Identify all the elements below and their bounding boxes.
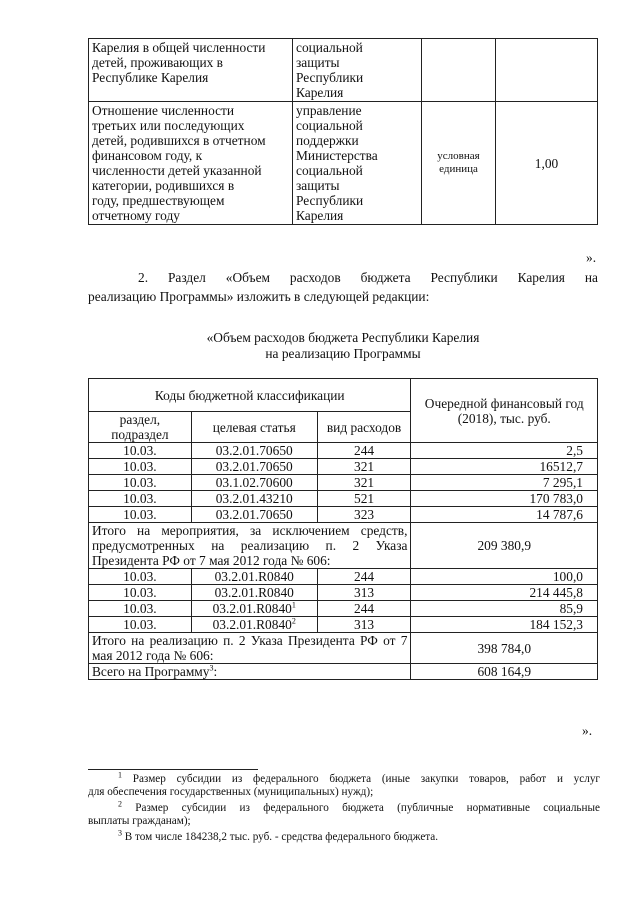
responsible-body-line: Министерства <box>296 148 378 163</box>
header-codes: Коды бюджетной классификации <box>89 379 411 412</box>
indicator-name-line: Отношение численности <box>92 103 235 118</box>
unit-of-measure <box>422 102 496 225</box>
cell-type: 313 <box>317 585 411 601</box>
cell-section: 10.03. <box>89 601 192 617</box>
cell-article: 03.1.02.70600 <box>191 475 317 491</box>
table-row <box>89 601 598 617</box>
responsible-body-line: поддержки <box>296 133 359 148</box>
responsible-body-line: управление <box>296 103 362 118</box>
indicator-name-line: детей, проживающих в <box>92 55 223 70</box>
cell-section: 10.03. <box>89 459 192 475</box>
indicator-name-line: численности детей указанной <box>92 163 262 178</box>
table-row <box>89 491 598 507</box>
indicator-name <box>89 102 293 225</box>
cell-amount: 170 783,0 <box>411 491 598 507</box>
section-title <box>88 330 598 362</box>
cell-article: 03.2.01.43210 <box>191 491 317 507</box>
budget-table-body <box>89 443 598 680</box>
cell-section: 10.03. <box>89 443 192 459</box>
cell-type: 244 <box>317 443 411 459</box>
budget-table <box>88 378 598 680</box>
table-row <box>89 585 598 601</box>
footnote-mark: 2 <box>118 799 122 809</box>
total-row-amount: 608 164,9 <box>411 664 598 680</box>
indicators-table <box>88 38 598 225</box>
paragraph-line-2: реализацию Программы» изложить в следующей редакции: <box>88 289 430 304</box>
indicator-name <box>89 39 293 102</box>
cell-article: 03.2.01.70650 <box>191 459 317 475</box>
header-amount: Очередной финансовый год (2018), тыс. руб. <box>411 379 598 443</box>
cell-section: 10.03. <box>89 475 192 491</box>
section-title-line-1: «Объем расходов бюджета Республики Карелия <box>206 330 480 345</box>
table-row <box>89 617 598 633</box>
footnotes <box>88 770 600 847</box>
cell-section: 10.03. <box>89 617 192 633</box>
budget-header-row <box>89 379 598 412</box>
footnote-line-2: для обеспечения государственных (муниципальных) нужд); <box>88 786 374 798</box>
cell-article: 03.2.01.R0840 <box>191 585 317 601</box>
indicators-table-body <box>89 39 598 225</box>
subtotal-row-label: Итого на мероприятия, за исключением средств, предусмотренных на реализацию п. 2 Указа Президента РФ от 7 мая 2012 года № 606: <box>89 523 411 569</box>
responsible-body <box>293 102 422 225</box>
table-row <box>89 475 598 491</box>
cell-section: 10.03. <box>89 569 192 585</box>
table-row <box>89 443 598 459</box>
closing-quote: ». <box>586 250 597 265</box>
cell-type: 244 <box>317 569 411 585</box>
footnote-rule <box>88 769 258 770</box>
cell-type: 244 <box>317 601 411 617</box>
cell-amount: 100,0 <box>411 569 598 585</box>
cell-amount: 14 787,6 <box>411 507 598 523</box>
cell-type: 313 <box>317 617 411 633</box>
footnote-mark: 1 <box>118 770 122 780</box>
unit-of-measure <box>422 39 496 102</box>
responsible-body-line: Республики <box>296 70 364 85</box>
subheader-type: вид расходов <box>317 412 411 443</box>
responsible-body <box>293 39 422 102</box>
table-row <box>89 569 598 585</box>
responsible-body-line: социальной <box>296 163 363 178</box>
cell-amount: 2,5 <box>411 443 598 459</box>
responsible-body-line: социальной <box>296 40 363 55</box>
cell-type: 321 <box>317 475 411 491</box>
cell-type: 321 <box>317 459 411 475</box>
indicator-name-line: Республике Карелия <box>92 70 209 85</box>
responsible-body-line: защиты <box>296 55 340 70</box>
footnote-mark: 3 <box>209 663 214 673</box>
indicator-name-line: детей, родившихся в отчетном <box>92 133 266 148</box>
indicator-name-line: году, предшествующем <box>92 193 225 208</box>
unit-of-measure-line: условная <box>437 150 480 162</box>
responsible-body-line: Республики <box>296 193 364 208</box>
footnote-mark: 2 <box>291 616 296 626</box>
indicator-name-line: третьих или последующих <box>92 118 245 133</box>
cell-amount: 7 295,1 <box>411 475 598 491</box>
subheader-section: раздел, подраздел <box>89 412 192 443</box>
cell-section: 10.03. <box>89 585 192 601</box>
footnote <box>88 799 600 828</box>
cell-type: 521 <box>317 491 411 507</box>
subtotal-row-amount: 209 380,9 <box>411 523 598 569</box>
total-row-label: Всего на Программу$^3$: <box>89 664 411 680</box>
cell-article: 03.2.01.R0840$^2$ <box>191 617 317 633</box>
indicator-name-line: Карелия в общей численности <box>92 40 266 55</box>
indicator-name-line: категории, родившихся в <box>92 178 235 193</box>
footnote <box>88 828 600 844</box>
unit-of-measure-line: единица <box>439 163 478 175</box>
cell-amount: 214 445,8 <box>411 585 598 601</box>
indicator-value <box>496 39 598 102</box>
footnote-line-1: $^1$ Размер субсидии из федерального бюджета (иные закупки товаров, работ и услуг <box>118 770 600 785</box>
cell-amount: 184 152,3 <box>411 617 598 633</box>
closing-quote-2: ». <box>582 723 593 738</box>
indicator-name-line: отчетному году <box>92 208 180 223</box>
amendment-paragraph <box>88 268 598 306</box>
subtotal-row <box>89 523 598 569</box>
cell-section: 10.03. <box>89 491 192 507</box>
footnote-line-2: выплаты гражданам); <box>88 815 191 827</box>
footnote-line-1: $^3$ В том числе 184238,2 тыс. руб. - средства федерального бюджета. <box>118 828 439 843</box>
footnote-mark: 3 <box>118 828 122 838</box>
footnote <box>88 770 600 799</box>
table-row <box>89 507 598 523</box>
total-row <box>89 664 598 680</box>
responsible-body-line: защиты <box>296 178 340 193</box>
paragraph-line-1: 2. Раздел «Объем расходов бюджета Республики Карелия на <box>138 270 598 285</box>
cell-type: 323 <box>317 507 411 523</box>
cell-article: 03.2.01.R0840$^1$ <box>191 601 317 617</box>
cell-article: 03.2.01.70650 <box>191 507 317 523</box>
footnote-mark: 1 <box>291 600 296 610</box>
cell-amount: 16512,7 <box>411 459 598 475</box>
subtotal-row-2-label: Итого на реализацию п. 2 Указа Президента РФ от 7 мая 2012 года № 606: <box>89 633 411 664</box>
cell-article: 03.2.01.R0840 <box>191 569 317 585</box>
indicator-value: 1,00 <box>496 102 598 225</box>
responsible-body-line: социальной <box>296 118 363 133</box>
indicator-row <box>89 102 598 225</box>
section-title-line-2: на реализацию Программы <box>265 346 421 361</box>
responsible-body-line: Карелия <box>296 85 344 100</box>
indicator-name-line: финансовом году, к <box>92 148 203 163</box>
subtotal-row-2 <box>89 633 598 664</box>
subheader-article: целевая статья <box>191 412 317 443</box>
table-row <box>89 459 598 475</box>
cell-article: 03.2.01.70650 <box>191 443 317 459</box>
indicator-row <box>89 39 598 102</box>
responsible-body-line: Карелия <box>296 208 344 223</box>
cell-section: 10.03. <box>89 507 192 523</box>
footnote-line-1: $^2$ Размер субсидии из федерального бюджета (публичные нормативные социальные <box>118 799 600 814</box>
cell-amount: 85,9 <box>411 601 598 617</box>
subtotal-row-2-amount: 398 784,0 <box>411 633 598 664</box>
